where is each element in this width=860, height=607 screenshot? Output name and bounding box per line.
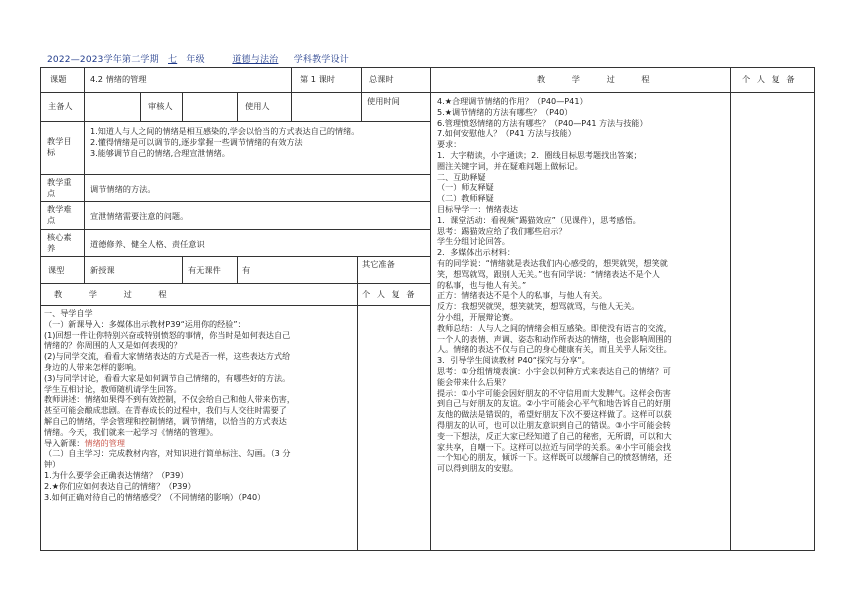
right-process-body xyxy=(437,96,672,474)
text-line: 学生互相讨论，教师随机请学生回答。 xyxy=(44,383,182,394)
text-line: 一个知心的朋友，倾诉一下。这样既可以缓解自己的愤怒情绪，还 xyxy=(437,452,672,463)
lower-process-header: 教 学 过 程 xyxy=(54,289,179,299)
text-line: 一个人的表情、声调、姿态和动作所表达的情绪，也会影响周围的 xyxy=(437,333,672,344)
courseware-label: 有无课件 xyxy=(188,265,221,275)
main-divider xyxy=(430,67,431,551)
text-line: 3．引导学生阅读教材 P40“探究与分享”。 xyxy=(437,355,590,366)
text-line: （二）自主学习：完成教材内容，对知识进行简单标注、勾画。（3 分 xyxy=(44,448,291,459)
preparer-label: 主备人 xyxy=(48,101,73,111)
table-border xyxy=(40,256,430,257)
text-line: （二）教师释疑 xyxy=(437,193,494,204)
table-border xyxy=(40,121,430,122)
table-border xyxy=(291,67,292,121)
doc-type: 学科教学设计 xyxy=(293,55,349,65)
total-lessons-label: 总课时 xyxy=(369,74,394,84)
left-process-body xyxy=(44,308,295,502)
text-line: 情绪。今天，我们就来一起学习《情绪的管理》。 xyxy=(44,426,219,437)
other-prep-label: 其它准备 xyxy=(362,259,395,269)
text-line: 思考：踢猫效应给了我们哪些启示？ xyxy=(437,225,567,236)
text-line: 思考：①分组情境表演：小宇会以何种方式来表达自己的情绪？可 xyxy=(437,365,671,376)
key-point-value: 调节情绪的方法。 xyxy=(90,184,156,194)
new-lesson-highlight: 情绪的管理 xyxy=(84,437,125,448)
table-border xyxy=(361,67,362,121)
table-border xyxy=(40,201,430,202)
table-border xyxy=(140,92,141,121)
text-line: (3)与同学讨论，看看大家是如何调节自己情绪的，有哪些好的方法。 xyxy=(44,372,291,383)
text-line: 1．课堂活动：看视频“踢猫效应”（见课件），思考感悟。 xyxy=(437,214,641,225)
text-line: 甚至可能会酿成悲剧。在青春成长的过程中，我们与人交往时需要了 xyxy=(44,405,287,416)
text-line: 家共享，自嘲一下。这样可以拉近与同学的关系。④小宇可能会找 xyxy=(437,441,671,452)
text-line: 2．多媒体出示材料： xyxy=(437,247,515,258)
objective-item: 1.知道人与人之间的情绪是相互感染的,学会以恰当的方式表达自己的情绪。 xyxy=(90,126,360,136)
text-line: 有的同学说：“情绪就是表达我们内心感受的，想哭就哭，想笑就 xyxy=(437,257,668,268)
text-line: 一、导学自学 xyxy=(44,308,93,318)
table-border xyxy=(182,92,183,121)
table-border xyxy=(430,92,815,93)
grade-value: 七 xyxy=(168,55,178,65)
text-line: 学生分组讨论回答。 xyxy=(437,236,510,247)
text-line: 的私事，也与他人有关。” xyxy=(437,279,527,290)
text-line: 到自己与好朋友的友谊。②小宇可能会心平气和地告诉自己的好朋 xyxy=(437,398,671,409)
left-review-divider xyxy=(357,283,358,551)
text-line: 教师总结：人与人之间的情绪会相互感染。即使没有语言的交流， xyxy=(437,322,672,333)
text-line: 得朋友的认可，也可以让朋友意识到自己的错误。③小宇可能会转 xyxy=(437,419,671,430)
process-header: 教 学 过 程 xyxy=(537,74,662,84)
text-line: 人。情绪的表达不仅与自己的身心健康有关，而且关乎人际交往。 xyxy=(437,344,672,355)
text-line: 能会带来什么后果？ xyxy=(437,376,510,387)
text-line: 变一下想法，反正大家已经知道了自己的秘密，无所谓，可以和大 xyxy=(437,430,672,441)
table-border xyxy=(237,92,238,121)
school-year: 2022—2023学年第二学期 xyxy=(47,55,159,65)
text-line: 导入新课： xyxy=(44,437,85,448)
objective-item: 3.能够调节自己的情绪,合理宣泄情绪。 xyxy=(90,147,230,158)
objective-item: 2.懂得情绪是可以调节的,逐步掌握一些调节情绪的有效方法 xyxy=(90,136,303,147)
text-line: 6.管理愤怒情绪的方法有哪些？（P40—P41 方法与技能） xyxy=(437,117,648,128)
table-border xyxy=(237,256,238,283)
table-border xyxy=(40,174,430,175)
text-line: 反方：我想哭就哭，想笑就笑，想骂就骂，与他人无关。 xyxy=(437,301,640,312)
reviewer-label: 审核人 xyxy=(148,101,173,111)
objectives-list xyxy=(90,126,359,158)
subject-name: 道德与法治 xyxy=(232,55,279,65)
text-line: 分小组，开展辩论赛。 xyxy=(437,311,518,322)
table-border xyxy=(182,256,183,283)
user-label: 使用人 xyxy=(245,101,270,111)
text-line: 二、互助释疑 xyxy=(437,171,486,182)
review-divider xyxy=(730,67,731,551)
lesson-number: 第 1 课时 xyxy=(300,74,335,84)
document-header xyxy=(47,52,349,65)
text-line: （一）新课导入：多媒体出示教材P39“运用你的经验”： xyxy=(44,318,246,329)
text-line: 教师讲述：情绪如果得不到有效控制，不仅会给自己和他人带来伤害， xyxy=(44,394,295,405)
core-label: 核心素养 xyxy=(47,232,72,253)
courseware-value: 有 xyxy=(242,265,251,275)
type-label: 课型 xyxy=(48,265,65,275)
table-border xyxy=(40,92,430,93)
text-line: 笑，想骂就骂，跟别人无关。”也有同学说：“情绪表达不是个人 xyxy=(437,268,660,279)
topic-value: 4.2 情绪的管理 xyxy=(90,74,147,84)
text-line: 提示：①小宇可能会因好朋友的不守信用而大发脾气。这样会伤害 xyxy=(437,387,671,398)
text-line: 要求： xyxy=(437,139,462,150)
text-line: 1．大字精读，小字通读；2．圈线目标思考题找出答案； xyxy=(437,149,642,160)
review-header: 个 人 复 备 xyxy=(742,74,797,84)
table-border xyxy=(40,283,430,284)
lower-review-header: 个 人 复 备 xyxy=(362,289,417,299)
text-line: 2.★你们应如何表达自己的情绪？（P39） xyxy=(44,480,196,491)
table-border xyxy=(84,67,85,283)
text-line: 5.★调节情绪的方法有哪些？（P40） xyxy=(437,106,573,117)
text-line: 正方：情绪表达不是个人的私事，与他人有关。 xyxy=(437,290,607,301)
text-line: 1.为什么要学会正确表达情绪？（P39） xyxy=(44,469,189,480)
text-line: 4.★合理调节情绪的作用？（P40—P41） xyxy=(437,96,588,106)
core-value: 道德修养、健全人格、责任意识 xyxy=(90,239,205,249)
text-line: 圈注关键字词，并在疑难问题上做标记。 xyxy=(437,160,583,171)
key-point-label: 教学重点 xyxy=(47,177,72,198)
text-line: 情绪的？你周围的人又是如何表现的？ xyxy=(44,340,182,351)
use-time-label: 使用时间 xyxy=(367,96,400,106)
table-border xyxy=(40,229,430,230)
table-border xyxy=(40,305,430,306)
text-line: 7.如何安慰他人？（P41 方法与技能） xyxy=(437,128,576,139)
text-line: 目标导学一：情绪表达 xyxy=(437,203,518,214)
text-line: 友他的做法是错误的，希望好朋友下次不要这样做了。这样可以获 xyxy=(437,409,672,420)
grade-unit: 年级 xyxy=(186,55,205,65)
text-line: 钟） xyxy=(44,459,61,470)
difficulty-label: 教学难点 xyxy=(47,204,72,225)
type-value: 新授课 xyxy=(90,265,115,275)
text-line: （一）师友释疑 xyxy=(437,182,494,193)
text-line: 解自己的情绪，学会管理和控制情绪，调节情绪，以恰当的方式表达 xyxy=(44,415,287,426)
objectives-label: 教学目标 xyxy=(47,136,72,157)
topic-label: 课题 xyxy=(50,74,67,84)
text-line: (2)与同学交流，看看大家情绪表达的方式是否一样，这些表达方式给 xyxy=(44,351,291,362)
table-border xyxy=(357,256,358,283)
text-line: 可以得到朋友的安慰。 xyxy=(437,463,518,474)
text-line: (1)回想一件让你特别兴奋或特别愤怒的事情，你当时是如何表达自己 xyxy=(44,329,291,340)
text-line: 3.如何正确对待自己的情绪感受？（不同情绪的影响）（P40） xyxy=(44,491,266,502)
difficulty-value: 宣泄情绪需要注意的问题。 xyxy=(90,211,189,221)
text-line: 身边的人带来怎样的影响。 xyxy=(44,361,142,372)
